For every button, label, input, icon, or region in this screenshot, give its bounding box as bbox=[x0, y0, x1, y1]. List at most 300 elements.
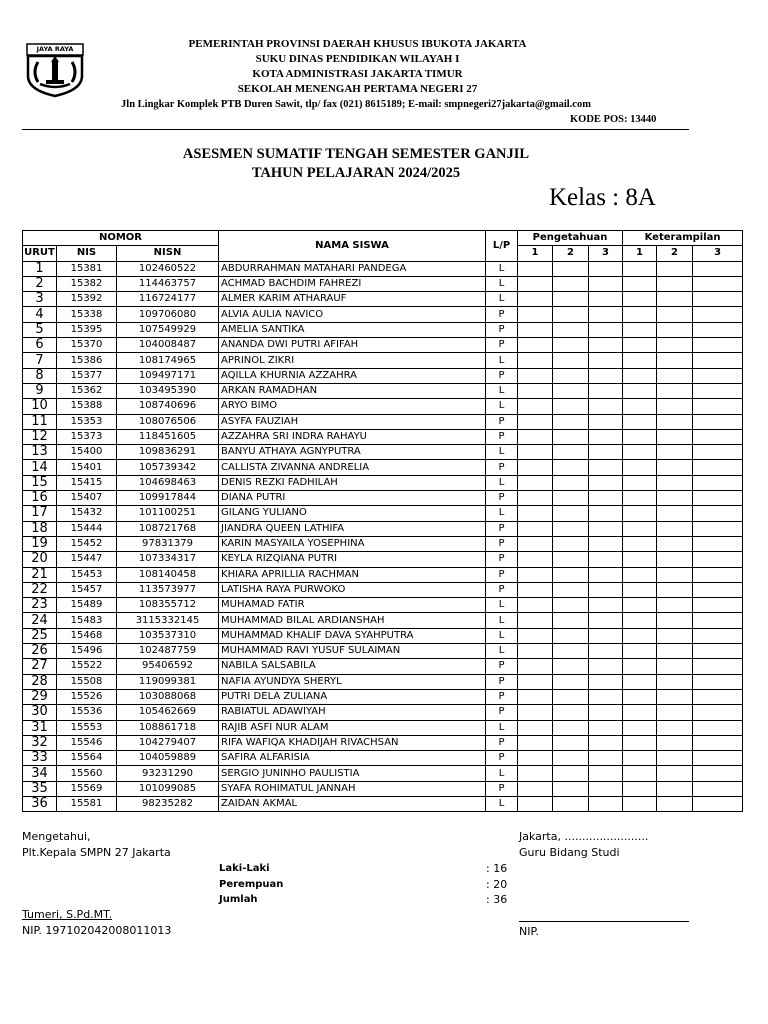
score-cell-k1[interactable] bbox=[623, 628, 657, 643]
score-cell-p1[interactable] bbox=[518, 766, 553, 781]
row-nama-siswa: RABIATUL ADAWIYAH bbox=[219, 705, 486, 720]
score-cell-p2[interactable] bbox=[553, 414, 589, 429]
score-cell-p3[interactable] bbox=[589, 353, 623, 368]
score-cell-k1[interactable] bbox=[623, 552, 657, 567]
score-cell-p3[interactable] bbox=[589, 322, 623, 337]
row-nisn: 103495390 bbox=[117, 383, 219, 398]
score-cell-p2[interactable] bbox=[553, 659, 589, 674]
score-cell-p1[interactable] bbox=[518, 414, 553, 429]
score-cell-p3[interactable] bbox=[589, 429, 623, 444]
table-row bbox=[23, 338, 743, 353]
score-cell-k1[interactable] bbox=[623, 751, 657, 766]
score-cell-k1[interactable] bbox=[623, 460, 657, 475]
score-cell-p2[interactable] bbox=[553, 338, 589, 353]
score-cell-k2[interactable] bbox=[657, 796, 693, 811]
table-row bbox=[23, 399, 743, 414]
score-cell-k1[interactable] bbox=[623, 429, 657, 444]
score-cell-p3[interactable] bbox=[589, 338, 623, 353]
score-cell-p3[interactable] bbox=[589, 781, 623, 796]
score-cell-k2[interactable] bbox=[657, 689, 693, 704]
row-nama-siswa: RIFA WAFIQA KHADIJAH RIVACHSAN bbox=[219, 735, 486, 750]
row-nis: 15569 bbox=[57, 781, 117, 796]
score-cell-p3[interactable] bbox=[589, 644, 623, 659]
score-cell-k3[interactable] bbox=[693, 383, 743, 398]
score-cell-p3[interactable] bbox=[589, 598, 623, 613]
score-cell-k2[interactable] bbox=[657, 276, 693, 291]
score-cell-p1[interactable] bbox=[518, 674, 553, 689]
row-lp: P bbox=[486, 368, 518, 383]
score-cell-k1[interactable] bbox=[623, 567, 657, 582]
score-cell-p3[interactable] bbox=[589, 766, 623, 781]
score-cell-p2[interactable] bbox=[553, 521, 589, 536]
score-cell-p3[interactable] bbox=[589, 552, 623, 567]
score-cell-k2[interactable] bbox=[657, 628, 693, 643]
score-cell-k1[interactable] bbox=[623, 766, 657, 781]
score-cell-k3[interactable] bbox=[693, 705, 743, 720]
row-lp: P bbox=[486, 659, 518, 674]
score-cell-p2[interactable] bbox=[553, 751, 589, 766]
row-lp: L bbox=[486, 598, 518, 613]
table-row bbox=[23, 261, 743, 276]
score-cell-k1[interactable] bbox=[623, 536, 657, 551]
score-cell-p1[interactable] bbox=[518, 261, 553, 276]
score-cell-k1[interactable] bbox=[623, 735, 657, 750]
score-cell-p3[interactable] bbox=[589, 705, 623, 720]
score-cell-p2[interactable] bbox=[553, 307, 589, 322]
score-cell-k1[interactable] bbox=[623, 644, 657, 659]
score-cell-k1[interactable] bbox=[623, 491, 657, 506]
row-nama-siswa: KHIARA APRILLIA RACHMAN bbox=[219, 567, 486, 582]
score-cell-k2[interactable] bbox=[657, 292, 693, 307]
score-cell-p1[interactable] bbox=[518, 491, 553, 506]
score-cell-p3[interactable] bbox=[589, 506, 623, 521]
score-cell-p3[interactable] bbox=[589, 383, 623, 398]
score-cell-p1[interactable] bbox=[518, 720, 553, 735]
score-cell-p1[interactable] bbox=[518, 276, 553, 291]
score-cell-p3[interactable] bbox=[589, 567, 623, 582]
score-cell-p1[interactable] bbox=[518, 506, 553, 521]
score-cell-k2[interactable] bbox=[657, 536, 693, 551]
score-cell-k3[interactable] bbox=[693, 445, 743, 460]
score-cell-p2[interactable] bbox=[553, 353, 589, 368]
score-cell-k1[interactable] bbox=[623, 383, 657, 398]
score-cell-k3[interactable] bbox=[693, 628, 743, 643]
score-cell-p3[interactable] bbox=[589, 735, 623, 750]
score-cell-p3[interactable] bbox=[589, 521, 623, 536]
score-cell-k3[interactable] bbox=[693, 338, 743, 353]
score-cell-k3[interactable] bbox=[693, 735, 743, 750]
score-cell-p2[interactable] bbox=[553, 475, 589, 490]
score-cell-k3[interactable] bbox=[693, 674, 743, 689]
score-cell-p1[interactable] bbox=[518, 613, 553, 628]
row-nama-siswa: AQILLA KHURNIA AZZAHRA bbox=[219, 368, 486, 383]
score-cell-k3[interactable] bbox=[693, 766, 743, 781]
score-cell-p2[interactable] bbox=[553, 689, 589, 704]
row-nisn: 119099381 bbox=[117, 674, 219, 689]
row-nama-siswa: CALLISTA ZIVANNA ANDRELIA bbox=[219, 460, 486, 475]
score-cell-k3[interactable] bbox=[693, 598, 743, 613]
header-line-1: PEMERINTAH PROVINSI DAERAH KHUSUS IBUKOTA JAKARTA bbox=[188, 38, 527, 50]
score-cell-p2[interactable] bbox=[553, 429, 589, 444]
score-cell-p2[interactable] bbox=[553, 781, 589, 796]
score-cell-k3[interactable] bbox=[693, 552, 743, 567]
score-cell-p1[interactable] bbox=[518, 689, 553, 704]
row-nis: 15386 bbox=[57, 353, 117, 368]
score-cell-k3[interactable] bbox=[693, 644, 743, 659]
score-cell-p1[interactable] bbox=[518, 368, 553, 383]
score-cell-p1[interactable] bbox=[518, 751, 553, 766]
score-cell-p3[interactable] bbox=[589, 659, 623, 674]
score-cell-k1[interactable] bbox=[623, 261, 657, 276]
row-nis: 15564 bbox=[57, 751, 117, 766]
score-cell-k3[interactable] bbox=[693, 613, 743, 628]
score-cell-p3[interactable] bbox=[589, 613, 623, 628]
row-nama-siswa: DIANA PUTRI bbox=[219, 491, 486, 506]
row-nama-siswa: SAFIRA ALFARISIA bbox=[219, 751, 486, 766]
row-urut: 12 bbox=[23, 429, 57, 444]
row-nisn: 93231290 bbox=[117, 766, 219, 781]
row-lp: L bbox=[486, 628, 518, 643]
score-cell-p2[interactable] bbox=[553, 261, 589, 276]
row-nisn: 109917844 bbox=[117, 491, 219, 506]
row-urut: 21 bbox=[23, 567, 57, 582]
table-row bbox=[23, 460, 743, 475]
score-cell-k3[interactable] bbox=[693, 751, 743, 766]
header-nisn: NISN bbox=[117, 246, 219, 261]
score-cell-k1[interactable] bbox=[623, 659, 657, 674]
score-cell-k3[interactable] bbox=[693, 460, 743, 475]
row-nama-siswa: AMELIA SANTIKA bbox=[219, 322, 486, 337]
score-cell-k3[interactable] bbox=[693, 521, 743, 536]
score-cell-p1[interactable] bbox=[518, 598, 553, 613]
score-cell-k3[interactable] bbox=[693, 475, 743, 490]
score-cell-p2[interactable] bbox=[553, 445, 589, 460]
row-urut: 2 bbox=[23, 276, 57, 291]
row-lp: L bbox=[486, 720, 518, 735]
score-cell-k1[interactable] bbox=[623, 276, 657, 291]
row-nama-siswa: JIANDRA QUEEN LATHIFA bbox=[219, 521, 486, 536]
score-cell-k2[interactable] bbox=[657, 781, 693, 796]
table-row bbox=[23, 368, 743, 383]
score-cell-p3[interactable] bbox=[589, 261, 623, 276]
score-cell-k2[interactable] bbox=[657, 751, 693, 766]
row-nisn: 103088068 bbox=[117, 689, 219, 704]
score-cell-p2[interactable] bbox=[553, 628, 589, 643]
score-cell-k2[interactable] bbox=[657, 475, 693, 490]
score-cell-p2[interactable] bbox=[553, 705, 589, 720]
score-cell-k3[interactable] bbox=[693, 689, 743, 704]
score-cell-k1[interactable] bbox=[623, 674, 657, 689]
row-urut: 8 bbox=[23, 368, 57, 383]
score-cell-k2[interactable] bbox=[657, 720, 693, 735]
score-cell-p2[interactable] bbox=[553, 582, 589, 597]
row-nis: 15483 bbox=[57, 613, 117, 628]
guru-bidang-studi: Guru Bidang Studi bbox=[519, 846, 620, 859]
score-cell-k3[interactable] bbox=[693, 567, 743, 582]
score-cell-p1[interactable] bbox=[518, 399, 553, 414]
score-cell-k1[interactable] bbox=[623, 338, 657, 353]
row-nis: 15407 bbox=[57, 491, 117, 506]
score-cell-k1[interactable] bbox=[623, 292, 657, 307]
score-cell-p2[interactable] bbox=[553, 506, 589, 521]
score-cell-k1[interactable] bbox=[623, 521, 657, 536]
score-cell-k3[interactable] bbox=[693, 796, 743, 811]
score-cell-p3[interactable] bbox=[589, 796, 623, 811]
score-cell-k2[interactable] bbox=[657, 307, 693, 322]
score-cell-k3[interactable] bbox=[693, 276, 743, 291]
score-cell-p1[interactable] bbox=[518, 322, 553, 337]
row-urut: 24 bbox=[23, 613, 57, 628]
score-cell-k2[interactable] bbox=[657, 659, 693, 674]
row-nama-siswa: ASYFA FAUZIAH bbox=[219, 414, 486, 429]
score-cell-k1[interactable] bbox=[623, 582, 657, 597]
score-cell-k2[interactable] bbox=[657, 705, 693, 720]
score-cell-p1[interactable] bbox=[518, 552, 553, 567]
score-cell-p2[interactable] bbox=[553, 322, 589, 337]
score-cell-k1[interactable] bbox=[623, 796, 657, 811]
score-cell-k3[interactable] bbox=[693, 536, 743, 551]
score-cell-p1[interactable] bbox=[518, 475, 553, 490]
row-nama-siswa: APRINOL ZIKRI bbox=[219, 353, 486, 368]
score-cell-p1[interactable] bbox=[518, 796, 553, 811]
score-cell-k3[interactable] bbox=[693, 659, 743, 674]
score-cell-k2[interactable] bbox=[657, 552, 693, 567]
score-cell-p2[interactable] bbox=[553, 796, 589, 811]
score-cell-p2[interactable] bbox=[553, 276, 589, 291]
row-nis: 15581 bbox=[57, 796, 117, 811]
score-cell-k3[interactable] bbox=[693, 353, 743, 368]
score-cell-p2[interactable] bbox=[553, 720, 589, 735]
score-cell-p3[interactable] bbox=[589, 445, 623, 460]
score-cell-p3[interactable] bbox=[589, 307, 623, 322]
score-cell-k2[interactable] bbox=[657, 598, 693, 613]
score-cell-p1[interactable] bbox=[518, 567, 553, 582]
score-cell-p3[interactable] bbox=[589, 491, 623, 506]
score-cell-p2[interactable] bbox=[553, 460, 589, 475]
score-cell-p1[interactable] bbox=[518, 644, 553, 659]
header-line-3: KOTA ADMINISTRASI JAKARTA TIMUR bbox=[252, 68, 463, 80]
score-cell-k3[interactable] bbox=[693, 399, 743, 414]
score-cell-p1[interactable] bbox=[518, 445, 553, 460]
row-nis: 15401 bbox=[57, 460, 117, 475]
score-cell-k2[interactable] bbox=[657, 383, 693, 398]
score-cell-p2[interactable] bbox=[553, 674, 589, 689]
score-cell-k1[interactable] bbox=[623, 307, 657, 322]
score-cell-k2[interactable] bbox=[657, 261, 693, 276]
score-cell-k2[interactable] bbox=[657, 567, 693, 582]
row-nisn: 108740696 bbox=[117, 399, 219, 414]
row-urut: 17 bbox=[23, 506, 57, 521]
row-urut: 32 bbox=[23, 735, 57, 750]
score-cell-k1[interactable] bbox=[623, 399, 657, 414]
score-cell-p2[interactable] bbox=[553, 536, 589, 551]
score-cell-p2[interactable] bbox=[553, 613, 589, 628]
score-cell-k2[interactable] bbox=[657, 582, 693, 597]
score-cell-p1[interactable] bbox=[518, 536, 553, 551]
score-cell-p1[interactable] bbox=[518, 307, 553, 322]
score-cell-p3[interactable] bbox=[589, 751, 623, 766]
score-cell-p1[interactable] bbox=[518, 582, 553, 597]
score-cell-p3[interactable] bbox=[589, 475, 623, 490]
score-cell-k2[interactable] bbox=[657, 368, 693, 383]
score-cell-k2[interactable] bbox=[657, 429, 693, 444]
score-cell-p2[interactable] bbox=[553, 644, 589, 659]
kepala-name: Tumeri, S.Pd.MT. bbox=[22, 908, 113, 921]
row-nama-siswa: ZAIDAN AKMAL bbox=[219, 796, 486, 811]
table-row bbox=[23, 705, 743, 720]
row-nama-siswa: ABDURRAHMAN MATAHARI PANDEGA bbox=[219, 261, 486, 276]
table-row bbox=[23, 751, 743, 766]
score-cell-k1[interactable] bbox=[623, 613, 657, 628]
score-cell-p3[interactable] bbox=[589, 460, 623, 475]
score-cell-p3[interactable] bbox=[589, 399, 623, 414]
score-cell-p1[interactable] bbox=[518, 383, 553, 398]
score-cell-p3[interactable] bbox=[589, 674, 623, 689]
row-urut: 14 bbox=[23, 460, 57, 475]
score-cell-k2[interactable] bbox=[657, 613, 693, 628]
row-urut: 19 bbox=[23, 536, 57, 551]
score-cell-k1[interactable] bbox=[623, 720, 657, 735]
score-cell-k3[interactable] bbox=[693, 720, 743, 735]
row-nis: 15452 bbox=[57, 536, 117, 551]
row-nama-siswa: SERGIO JUNINHO PAULISTIA bbox=[219, 766, 486, 781]
row-nis: 15447 bbox=[57, 552, 117, 567]
score-cell-p2[interactable] bbox=[553, 735, 589, 750]
score-cell-p3[interactable] bbox=[589, 368, 623, 383]
score-cell-k1[interactable] bbox=[623, 368, 657, 383]
header-pengetahuan-2: 2 bbox=[553, 246, 589, 261]
row-urut: 13 bbox=[23, 445, 57, 460]
score-cell-k2[interactable] bbox=[657, 353, 693, 368]
row-lp: P bbox=[486, 521, 518, 536]
header-nis: NIS bbox=[57, 246, 117, 261]
score-cell-k2[interactable] bbox=[657, 414, 693, 429]
score-cell-k2[interactable] bbox=[657, 322, 693, 337]
row-lp: L bbox=[486, 261, 518, 276]
row-nama-siswa: AZZAHRA SRI INDRA RAHAYU bbox=[219, 429, 486, 444]
score-cell-k2[interactable] bbox=[657, 506, 693, 521]
score-cell-k3[interactable] bbox=[693, 582, 743, 597]
score-cell-p3[interactable] bbox=[589, 292, 623, 307]
score-cell-k2[interactable] bbox=[657, 766, 693, 781]
row-urut: 33 bbox=[23, 751, 57, 766]
score-cell-k2[interactable] bbox=[657, 735, 693, 750]
score-cell-p1[interactable] bbox=[518, 460, 553, 475]
table-row bbox=[23, 414, 743, 429]
row-nis: 15370 bbox=[57, 338, 117, 353]
row-urut: 25 bbox=[23, 628, 57, 643]
score-cell-k2[interactable] bbox=[657, 445, 693, 460]
score-cell-p1[interactable] bbox=[518, 735, 553, 750]
score-cell-p2[interactable] bbox=[553, 399, 589, 414]
score-cell-k1[interactable] bbox=[623, 353, 657, 368]
score-cell-k3[interactable] bbox=[693, 368, 743, 383]
score-cell-k3[interactable] bbox=[693, 307, 743, 322]
row-nisn: 98235282 bbox=[117, 796, 219, 811]
score-cell-k1[interactable] bbox=[623, 322, 657, 337]
score-cell-k1[interactable] bbox=[623, 506, 657, 521]
score-cell-p2[interactable] bbox=[553, 491, 589, 506]
score-cell-p1[interactable] bbox=[518, 705, 553, 720]
score-cell-k3[interactable] bbox=[693, 414, 743, 429]
row-lp: P bbox=[486, 322, 518, 337]
row-nis: 15522 bbox=[57, 659, 117, 674]
score-cell-k1[interactable] bbox=[623, 689, 657, 704]
score-cell-p1[interactable] bbox=[518, 659, 553, 674]
score-cell-p2[interactable] bbox=[553, 383, 589, 398]
score-cell-p2[interactable] bbox=[553, 292, 589, 307]
score-cell-p1[interactable] bbox=[518, 292, 553, 307]
score-cell-k1[interactable] bbox=[623, 781, 657, 796]
score-cell-p3[interactable] bbox=[589, 276, 623, 291]
score-cell-p2[interactable] bbox=[553, 766, 589, 781]
score-cell-p3[interactable] bbox=[589, 414, 623, 429]
score-cell-p2[interactable] bbox=[553, 598, 589, 613]
row-nis: 15338 bbox=[57, 307, 117, 322]
score-cell-k2[interactable] bbox=[657, 399, 693, 414]
score-cell-k1[interactable] bbox=[623, 705, 657, 720]
table-row bbox=[23, 735, 743, 750]
table-row bbox=[23, 429, 743, 444]
score-cell-p2[interactable] bbox=[553, 552, 589, 567]
score-cell-k3[interactable] bbox=[693, 781, 743, 796]
score-cell-p3[interactable] bbox=[589, 582, 623, 597]
score-cell-p1[interactable] bbox=[518, 521, 553, 536]
row-nisn: 107549929 bbox=[117, 322, 219, 337]
score-cell-p1[interactable] bbox=[518, 353, 553, 368]
score-cell-k3[interactable] bbox=[693, 506, 743, 521]
score-cell-p1[interactable] bbox=[518, 781, 553, 796]
row-lp: L bbox=[486, 766, 518, 781]
score-cell-k3[interactable] bbox=[693, 261, 743, 276]
score-cell-p3[interactable] bbox=[589, 720, 623, 735]
header-keterampilan-3: 3 bbox=[693, 246, 743, 261]
score-cell-p2[interactable] bbox=[553, 567, 589, 582]
score-cell-k2[interactable] bbox=[657, 674, 693, 689]
score-cell-p3[interactable] bbox=[589, 536, 623, 551]
score-cell-p1[interactable] bbox=[518, 628, 553, 643]
score-cell-p1[interactable] bbox=[518, 338, 553, 353]
row-lp: P bbox=[486, 705, 518, 720]
score-cell-p2[interactable] bbox=[553, 368, 589, 383]
score-cell-k2[interactable] bbox=[657, 460, 693, 475]
score-cell-k2[interactable] bbox=[657, 491, 693, 506]
score-cell-k1[interactable] bbox=[623, 598, 657, 613]
row-urut: 9 bbox=[23, 383, 57, 398]
score-cell-k3[interactable] bbox=[693, 292, 743, 307]
row-lp: P bbox=[486, 567, 518, 582]
score-cell-k1[interactable] bbox=[623, 475, 657, 490]
score-cell-p1[interactable] bbox=[518, 429, 553, 444]
row-nama-siswa: RAJIB ASFI NUR ALAM bbox=[219, 720, 486, 735]
score-cell-k2[interactable] bbox=[657, 338, 693, 353]
score-cell-k3[interactable] bbox=[693, 429, 743, 444]
score-cell-k2[interactable] bbox=[657, 521, 693, 536]
score-cell-k1[interactable] bbox=[623, 445, 657, 460]
score-cell-p3[interactable] bbox=[589, 628, 623, 643]
table-row bbox=[23, 383, 743, 398]
score-cell-k3[interactable] bbox=[693, 491, 743, 506]
row-nisn: 101100251 bbox=[117, 506, 219, 521]
score-cell-k3[interactable] bbox=[693, 322, 743, 337]
score-cell-k2[interactable] bbox=[657, 644, 693, 659]
table-row bbox=[23, 659, 743, 674]
row-nis: 15560 bbox=[57, 766, 117, 781]
score-cell-k1[interactable] bbox=[623, 414, 657, 429]
row-urut: 36 bbox=[23, 796, 57, 811]
score-cell-p3[interactable] bbox=[589, 689, 623, 704]
row-lp: P bbox=[486, 552, 518, 567]
